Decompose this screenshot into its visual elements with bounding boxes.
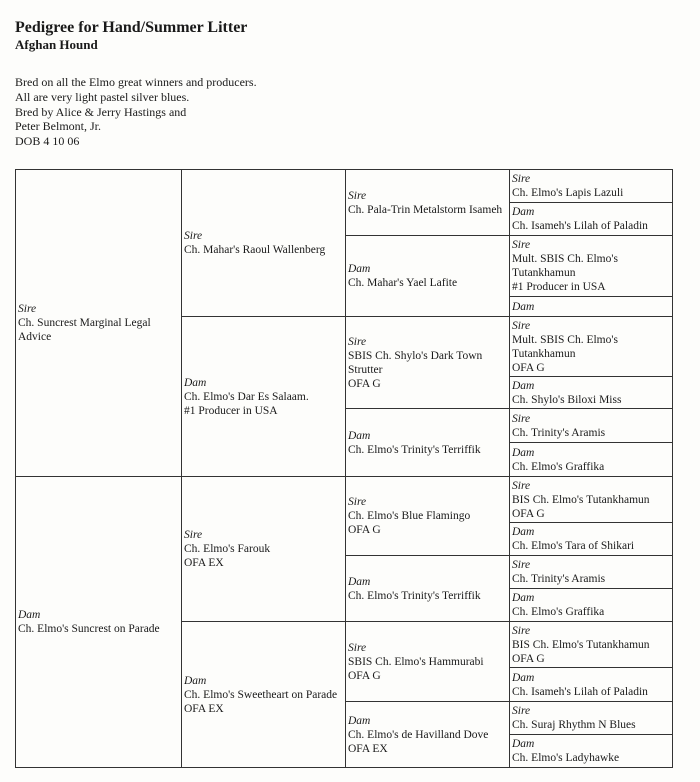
dog-name: Ch. Elmo's Sweetheart on Parade [184,688,338,701]
dog-name: Ch. Isameh's Lilah of Paladin [512,220,648,232]
dog-name: Ch. Mahar's Raoul Wallenberg [184,244,326,256]
dog-name: BIS Ch. Elmo's Tutankhamun [512,493,650,506]
pedigree-cell-c4 [509,296,673,317]
role-label: Dam [348,429,371,442]
role-label: Sire [512,624,531,637]
dog-name: SBIS Ch. Shylo's Dark Town Strutter [348,349,483,376]
pedigree-cell-c3 [345,316,510,409]
dog-name: Ch. Elmo's Graffika [512,606,605,618]
role-label: Dam [348,714,371,727]
dog-name: Ch. Elmo's de Havilland Dove [348,728,489,741]
pedigree-cell-c4 [509,476,673,523]
dog-name: Ch. Elmo's Dar Es Salaam. [184,390,309,403]
dog-name: Ch. Mahar's Yael Lafite [348,277,458,289]
description-line: DOB 4 10 06 [15,134,80,149]
pedigree-cell-c4 [509,202,673,236]
role-label: Sire [512,412,531,425]
pedigree-cell-dam-sire [181,476,346,622]
dog-name: SBIS Ch. Elmo's Hammurabi [348,655,484,668]
dog-name: Ch. Isameh's Lilah of Paladin [512,685,648,698]
pedigree-cell-c4 [509,408,673,443]
role-label: Sire [348,496,367,508]
pedigree-cell-c4 [509,621,673,668]
pedigree-cell-c4 [509,522,673,556]
pedigree-cell-c4 [509,667,673,702]
dog-note: OFA G [512,652,545,665]
dog-name: Ch. Elmo's Blue Flamingo [348,510,471,522]
description-line: All are very light pastel silver blues. [15,89,190,104]
role-label: Dam [512,592,535,604]
dog-name: Mult. SBIS Ch. Elmo's Tutankhamun [512,253,618,279]
pedigree-cell-c4 [509,316,673,377]
pedigree-cell-sire-dam [181,316,346,477]
pedigree-cell-c3 [345,555,510,622]
dog-name: Ch. Suraj Rhythm N Blues [512,719,636,731]
role-label: Sire [348,335,367,348]
dog-note: OFA EX [184,702,224,715]
role-label: Dam [348,575,371,588]
role-label: Dam [184,376,207,389]
description-line: Bred by Alice & Jerry Hastings and [15,104,187,119]
role-label: Sire [512,479,531,492]
dog-name: Ch. Trinity's Aramis [512,573,606,585]
dog-name: Mult. SBIS Ch. Elmo's Tutankhamun [512,333,618,360]
role-label: Dam [512,206,535,218]
role-label: Dam [512,446,535,459]
pedigree-cell-c3 [345,476,510,556]
pedigree-cell-c4 [509,235,673,297]
role-label: Sire [18,303,37,315]
dog-note: #1 Producer in USA [512,281,606,293]
pedigree-cell-c4 [509,169,673,203]
dog-note: OFA G [512,507,545,520]
dog-name: Ch. Trinity's Aramis [512,426,606,439]
pedigree-cell-c3 [345,621,510,702]
pedigree-cell-c4 [509,442,673,477]
description-line: Bred on all the Elmo great winners and producers. [15,75,257,89]
dog-note: OFA G [512,361,545,374]
dog-note: #1 Producer in USA [184,404,278,417]
role-label: Dam [512,300,535,313]
breed-name: Afghan Hound [15,37,98,52]
role-label: Dam [512,379,535,392]
dog-name: BIS Ch. Elmo's Tutankhamun [512,638,650,651]
role-label: Dam [512,526,535,538]
pedigree-cell-c3 [345,235,510,317]
dog-note: OFA G [348,524,381,536]
dog-note: OFA EX [184,557,224,569]
pedigree-cell-c4 [509,734,673,768]
role-label: Sire [184,230,203,242]
dog-name: Ch. Shylo's Biloxi Miss [512,393,622,406]
pedigree-cell-sire-sire [181,169,346,317]
pedigree-cell-dam [15,476,182,768]
dog-note: OFA G [348,377,381,390]
role-label: Dam [184,674,207,687]
dog-name: Ch. Elmo's Tara of Shikari [512,540,635,552]
role-label: Sire [348,641,367,654]
role-label: Sire [348,189,367,202]
role-label: Sire [512,173,531,185]
role-label: Sire [512,319,531,332]
pedigree-cell-c3 [345,701,510,768]
pedigree-cell-c4 [509,555,673,589]
pedigree-cell-c3 [345,169,510,236]
page-title: Pedigree for Hand/Summer Litter [15,19,248,36]
dog-name: Ch. Pala-Trin Metalstorm Isameh [348,203,503,216]
dog-note: OFA G [348,669,381,682]
pedigree-cell-c4 [509,588,673,622]
role-label: Sire [512,559,531,571]
dog-note: OFA EX [348,742,388,755]
dog-name: Ch. Elmo's Trinity's Terriffik [348,589,481,602]
description-line: Peter Belmont, Jr. [15,119,101,134]
pedigree-cell-c4 [509,701,673,735]
role-label: Dam [18,609,41,621]
role-label: Sire [512,239,531,251]
role-label: Sire [512,705,531,717]
dog-name: Ch. Elmo's Suncrest on Parade [18,623,160,635]
pedigree-cell-sire [15,169,182,477]
role-label: Sire [184,529,203,541]
role-label: Dam [512,671,535,684]
dog-name: Ch. Elmo's Graffika [512,460,605,473]
pedigree-cell-dam-dam [181,621,346,768]
dog-name: Ch. Elmo's Farouk [184,543,271,555]
role-label: Dam [348,263,371,275]
dog-name: Ch. Suncrest Marginal Legal Advice [18,317,151,343]
dog-name: Ch. Elmo's Trinity's Terriffik [348,443,481,456]
litter-description [15,75,257,149]
role-label: Dam [512,738,535,750]
pedigree-cell-c3 [345,408,510,477]
dog-name: Ch. Elmo's Lapis Lazuli [512,187,624,199]
pedigree-cell-c4 [509,376,673,409]
dog-name: Ch. Elmo's Ladyhawke [512,752,620,764]
